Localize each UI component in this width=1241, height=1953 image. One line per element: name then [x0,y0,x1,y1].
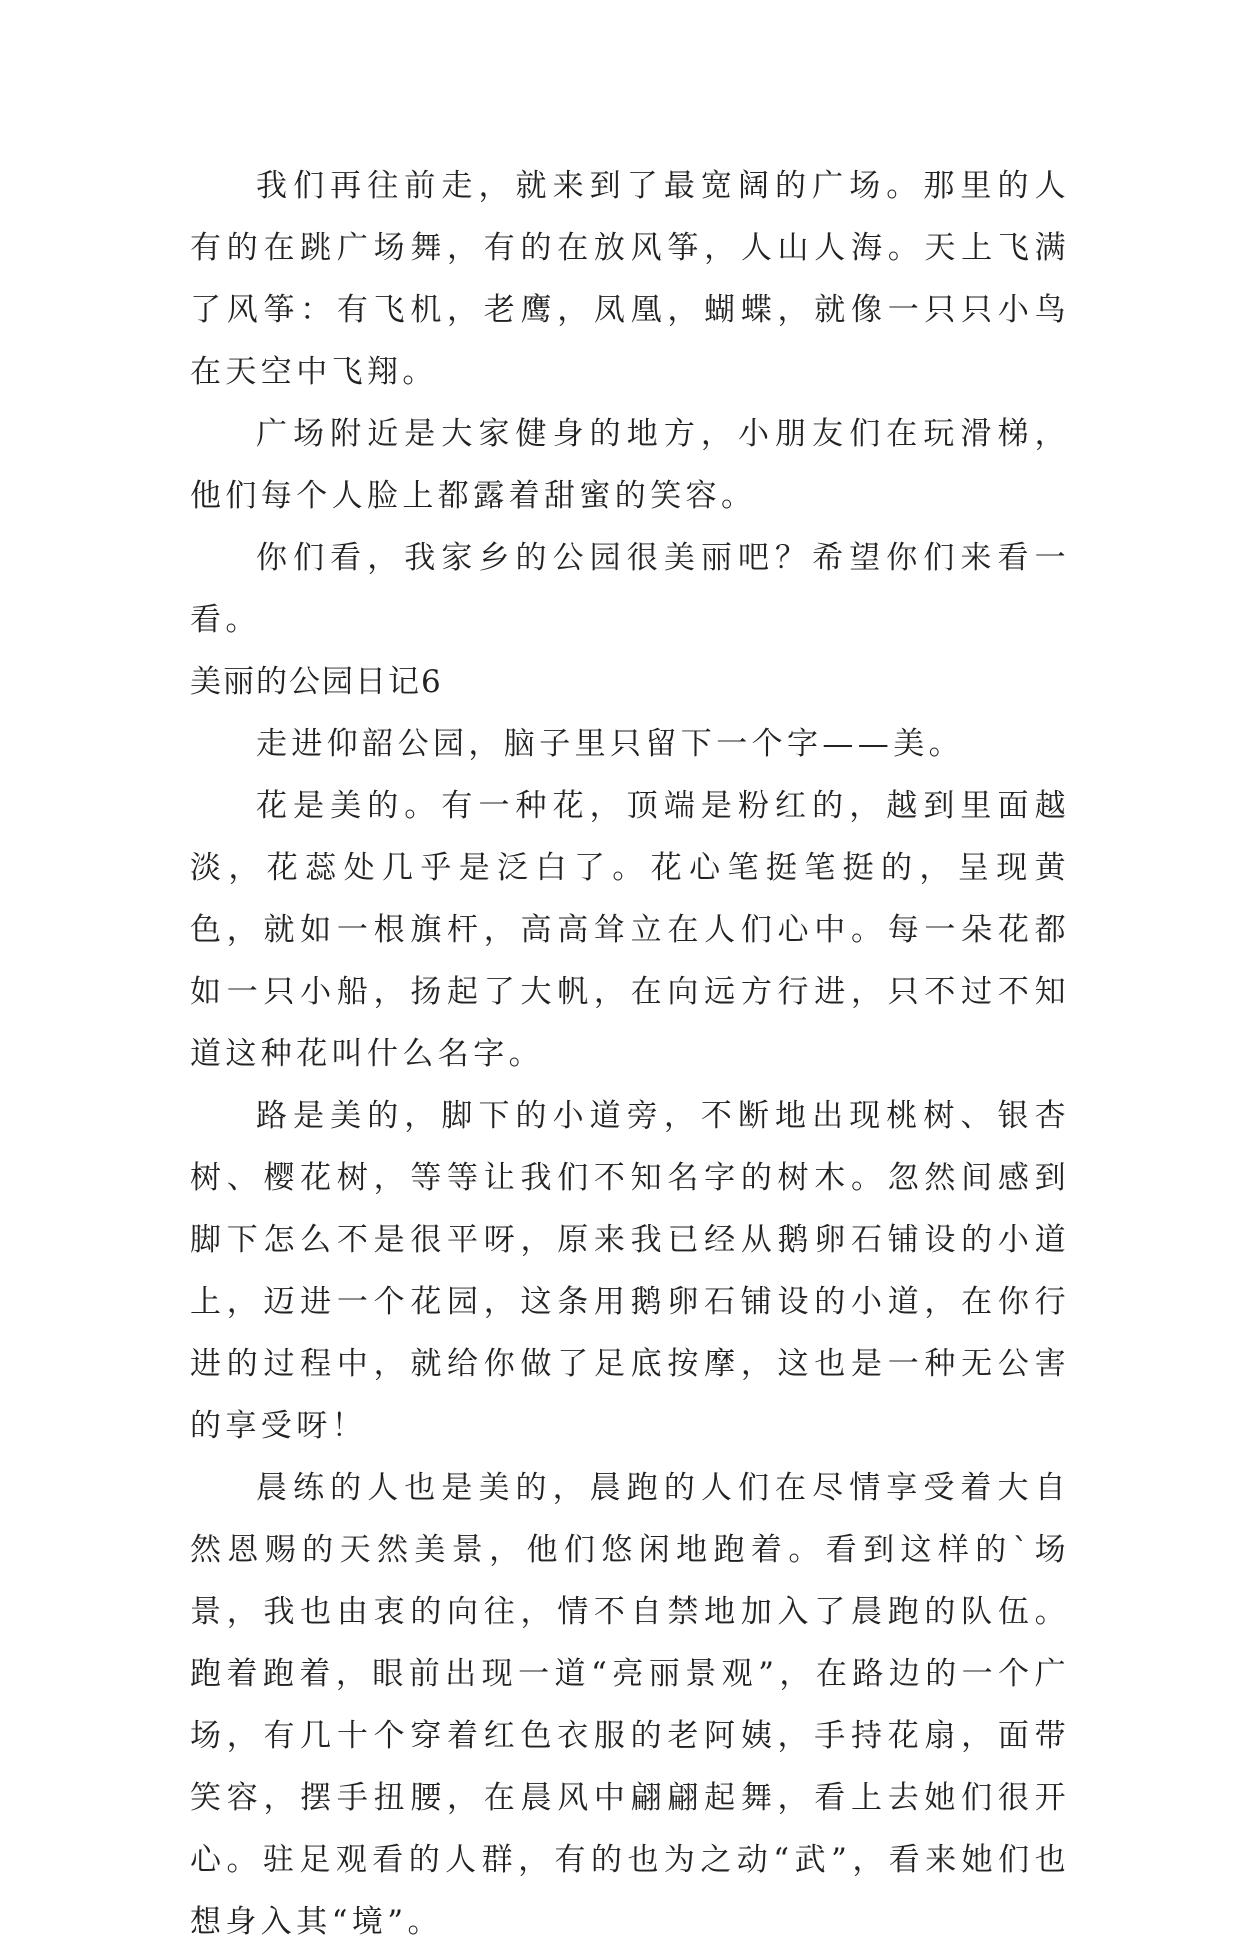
paragraph-intro: 走进仰韶公园，脑子里只留下一个字——美。 [256,726,964,762]
document-body [190,155,1070,1953]
paragraph-morning-exercise: 晨练的人也是美的，晨跑的人们在尽情享受着大自然恩赐的天然美景，他们悠闲地跑着。看到这样的`场景，我也由衷的向往，情不自禁地加入了晨跑的队伍。跑着跑着，眼前出现一道“亮丽景观”，在路边的一个广场，有几十个穿着红色衣服的老阿姨，手持花扇，面带笑容，摆手扭腰，在晨风中翩翩起舞，看上去她们很开心。驻足观看的人群，有的也为之动“武”，看来她们也想身入其“境”。 [190,1470,1070,1940]
paragraph-square: 我们再往前走，就来到了最宽阔的广场。那里的人有的在跳广场舞，有的在放风筝，人山人海。天上飞满了风筝：有飞机，老鹰，凤凰，蝴蝶，就像一只只小鸟在天空中飞翔。 [190,168,1070,390]
section-heading: 美丽的公园日记6 [190,664,443,700]
paragraph-path: 路是美的，脚下的小道旁，不断地出现桃树、银杏树、樱花树，等等让我们不知名字的树木。忽然间感到脚下怎么不是很平呀，原来我已经从鹅卵石铺设的小道上，迈进一个花园，这条用鹅卵石铺设的小道，在你行进的过程中，就给你做了足底按摩，这也是一种无公害的享受呀！ [190,1098,1070,1444]
paragraph-fitness-area: 广场附近是大家健身的地方，小朋友们在玩滑梯，他们每个人脸上都露着甜蜜的笑容。 [190,416,1070,514]
paragraph-flowers: 花是美的。有一种花，顶端是粉红的，越到里面越淡，花蕊处几乎是泛白了。花心笔挺笔挺的，呈现黄色，就如一根旗杆，高高耸立在人们心中。每一朵花都如一只小船，扬起了大帆，在向远方行进，只不过不知道这种花叫什么名字。 [190,788,1070,1072]
paragraph-invitation: 你们看，我家乡的公园很美丽吧？希望你们来看一看。 [190,540,1070,638]
